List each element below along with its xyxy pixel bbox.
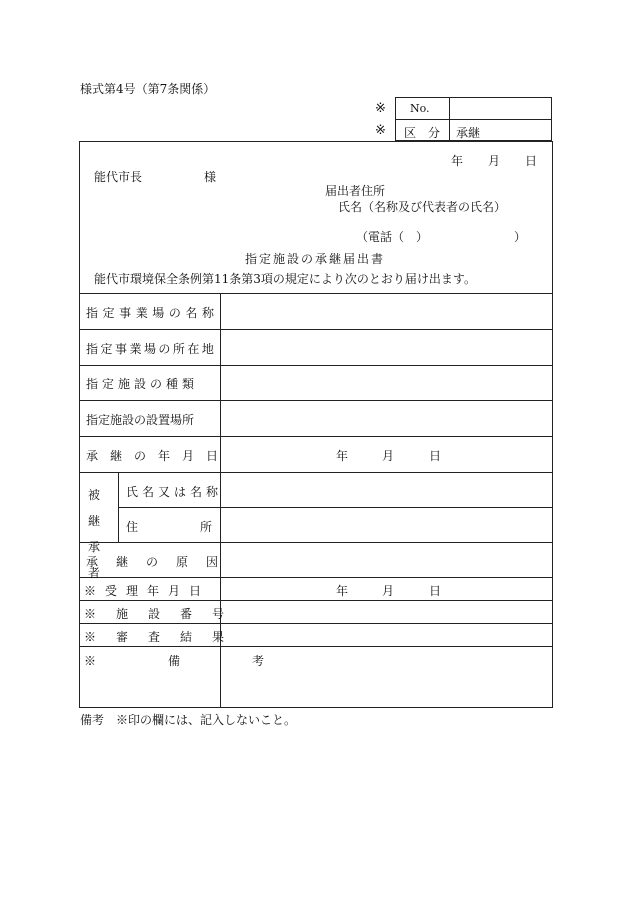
row-review-result-label: ※審査結果: [84, 630, 245, 644]
date-year: 年: [451, 154, 464, 168]
predecessor-group-label: 被継承者: [88, 488, 104, 580]
succession-reason-field[interactable]: [221, 543, 552, 577]
category-label: 区 分: [404, 126, 441, 140]
applicant-name-label: 氏名（名称及び代表者の氏名）: [338, 200, 507, 214]
predecessor-name-field[interactable]: [221, 473, 552, 507]
row-succession-reason-label: 承継の原因: [86, 555, 237, 569]
facility-name-field[interactable]: [221, 294, 552, 329]
document-title: 指定施設の承継届出書: [245, 252, 386, 266]
row-install-place-label: 指定施設の設置場所: [86, 413, 195, 427]
notification-form: [79, 141, 553, 708]
row-facility-number-label: ※施設番号: [84, 607, 245, 621]
mark-category: ※: [375, 123, 386, 138]
phone-close: ）: [514, 230, 527, 244]
footnote: 備考 ※印の欄には、記入しないこと。: [80, 713, 297, 727]
install-place-field[interactable]: [221, 401, 552, 436]
receipt-date-year: 年: [336, 584, 349, 598]
applicant-address-label: 届出者住所: [325, 184, 386, 198]
facility-type-field[interactable]: [221, 366, 552, 400]
row-remarks-label: ※備考: [84, 654, 337, 668]
row-predecessor-address-label: 住所: [126, 520, 275, 534]
addressee: 能代市長: [94, 170, 143, 184]
succession-date-year: 年: [336, 449, 349, 463]
category-value: 承継: [456, 126, 481, 140]
mark-no: ※: [375, 101, 386, 116]
remarks-field[interactable]: [221, 647, 552, 707]
facility-location-field[interactable]: [221, 330, 552, 365]
row-facility-location-label: 指 定 事 業 場 の 所 在 地: [86, 342, 214, 356]
phone-mid: ）: [416, 230, 429, 244]
row-receipt-date-label: ※受理年月日: [84, 584, 211, 598]
row-facility-type-label: 指定施設の種類: [86, 377, 199, 391]
no-label: No.: [410, 102, 430, 115]
no-value-field[interactable]: [450, 98, 552, 119]
succession-date-month: 月: [382, 449, 395, 463]
form-number: 様式第4号（第7条関係）: [80, 82, 216, 96]
body-text: 能代市環境保全条例第11条第3項の規定により次のとおり届け出ます。: [94, 272, 476, 286]
row-predecessor-name-label: 氏名又は名称: [126, 485, 223, 499]
succession-date-day: 日: [429, 449, 442, 463]
receipt-date-month: 月: [382, 584, 395, 598]
reference-box: [395, 97, 552, 141]
receipt-date-day: 日: [429, 584, 442, 598]
phone-open: （電話（: [356, 230, 405, 244]
date-day: 日: [525, 154, 538, 168]
predecessor-address-field[interactable]: [221, 508, 552, 542]
row-succession-date-label: 承継の年月日: [86, 449, 231, 463]
row-facility-name-label: 指 定 事 業 場 の 名 称: [86, 306, 214, 320]
date-month: 月: [488, 154, 501, 168]
honorific: 様: [204, 170, 217, 184]
